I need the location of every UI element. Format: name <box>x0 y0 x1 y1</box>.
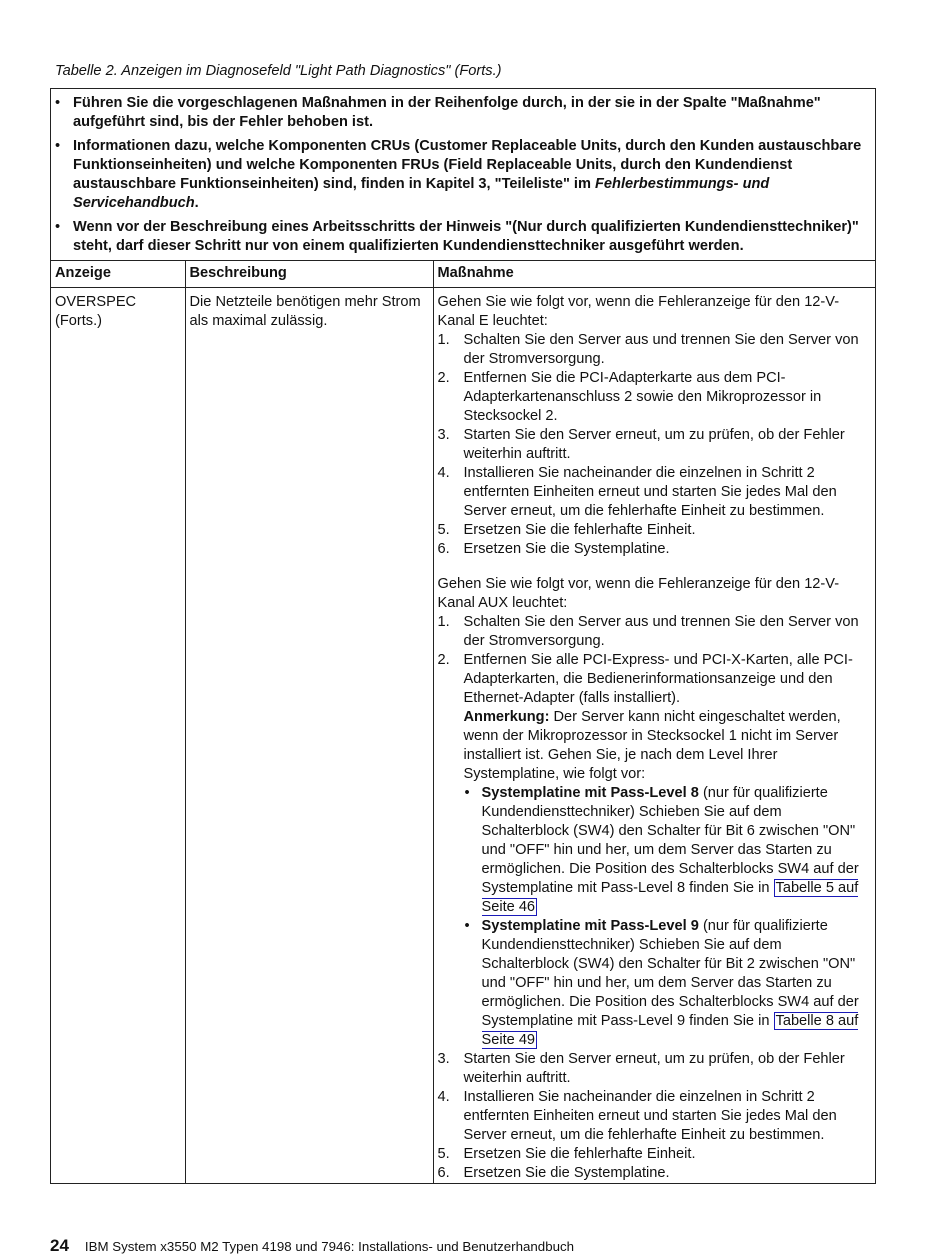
step-number: 5. <box>437 522 450 538</box>
bullet-icon: • <box>55 95 61 111</box>
step-number: 1. <box>437 614 450 630</box>
step-list <box>438 613 872 1183</box>
book-title: Fehlerbestimmungs- und Servicehandbuch <box>73 176 770 211</box>
step-note <box>464 708 872 784</box>
pass-level-list <box>464 784 872 1050</box>
step-number: 4. <box>437 1089 450 1105</box>
page-footer <box>50 1236 574 1257</box>
description-cell: Die Netzteile benötigen mehr Strom als maximal zulässig. <box>185 288 433 1184</box>
step-item <box>438 651 872 1050</box>
link-tabelle-8[interactable]: Tabelle 8 auf Seite 49 <box>481 1013 859 1048</box>
step-text: Starten Sie den Server erneut, um zu prüfen, ob der Fehler weiterhin auftritt. <box>463 1051 845 1086</box>
level-title: Systemplatine mit Pass-Level 8 <box>481 785 699 801</box>
note-body: Der Server kann nicht eingeschaltet werden, wenn der Mikroprozessor in Stecksockel 1 nicht im Server installiert ist. Gehen Sie, je nach dem Level Ihrer Systemplatine, wie folgt vor: <box>463 709 841 782</box>
step-text: Ersetzen Sie die Systemplatine. <box>463 1165 670 1181</box>
level-text: (nur für qualifizierte Kundendiensttechniker) Schieben Sie auf dem Schalterblock (SW4) den Schalter für Bit 6 zwischen "ON" und "OFF" hin und her, um dem Server das Starten zu ermöglichen. Die Position des Schalterblocks SW4 auf der Systemplatine mit Pass-Level 8 finden Sie in <box>481 785 859 896</box>
block-intro: Gehen Sie wie folgt vor, wenn die Fehleranzeige für den 12-V-Kanal E leuchtet: <box>437 294 840 329</box>
step-number: 3. <box>437 1051 450 1067</box>
note-end: . <box>194 195 199 211</box>
action-block-12v-e <box>438 293 872 559</box>
step-text: Schalten Sie den Server aus und trennen Sie den Server von der Stromversorgung. <box>463 614 859 649</box>
step-item <box>438 331 872 369</box>
table-header-row <box>51 261 875 288</box>
step-text: Installieren Sie nacheinander die einzelnen in Schritt 2 entfernten Einheiten erneut und starten Sie jedes Mal den Server erneut, um die fehlerhafte Einheit zu bestimmen. <box>463 1089 837 1143</box>
step-number: 3. <box>437 427 450 443</box>
step-number: 6. <box>437 541 450 557</box>
page-number: 24 <box>50 1236 69 1255</box>
diagnostics-table <box>51 261 875 1183</box>
step-text: Installieren Sie nacheinander die einzelnen in Schritt 2 entfernten Einheiten erneut und starten Sie jedes Mal den Server erneut, um die fehlerhafte Einheit zu bestimmen. <box>463 465 837 519</box>
table-row <box>51 288 875 1184</box>
note-label: Anmerkung: <box>463 709 550 725</box>
bullet-icon: • <box>55 138 61 154</box>
step-text: Ersetzen Sie die Systemplatine. <box>463 541 670 557</box>
header-anzeige: Anzeige <box>51 261 185 288</box>
step-item <box>438 464 872 521</box>
note-text: Führen Sie die vorgeschlagenen Maßnahmen in der Reihenfolge durch, in der sie in der Spalte "Maßnahme" aufgeführt sind, bis der Fehler behoben ist. <box>73 95 821 130</box>
step-number: 1. <box>437 332 450 348</box>
step-item <box>438 521 872 540</box>
pass-level-9-item <box>464 917 872 1050</box>
step-text: Ersetzen Sie die fehlerhafte Einheit. <box>463 1146 696 1162</box>
header-beschreibung: Beschreibung <box>185 261 433 288</box>
action-cell <box>433 288 875 1184</box>
pass-level-8-item <box>464 784 872 917</box>
note-item <box>55 137 867 213</box>
step-number: 2. <box>437 652 450 668</box>
note-item <box>55 94 867 132</box>
step-item <box>438 1050 872 1088</box>
bullet-icon: • <box>55 219 61 235</box>
step-text: Entfernen Sie die PCI-Adapterkarte aus dem PCI-Adapterkartenanschluss 2 sowie den Mikroprozessor in Stecksockel 2. <box>463 370 822 424</box>
table-caption: Tabelle 2. Anzeigen im Diagnosefeld "Light Path Diagnostics" (Forts.) <box>55 63 502 79</box>
note-item <box>55 218 867 256</box>
step-text: Schalten Sie den Server aus und trennen Sie den Server von der Stromversorgung. <box>463 332 859 367</box>
step-text: Starten Sie den Server erneut, um zu prüfen, ob der Fehler weiterhin auftritt. <box>463 427 845 462</box>
diagnostics-table-frame <box>50 88 876 1184</box>
level-text: (nur für qualifizierte Kundendiensttechniker) Schieben Sie auf dem Schalterblock (SW4) den Schalter für Bit 2 zwischen "ON" und "OFF" hin und her, um dem Server das Starten zu ermöglichen. Die Position des Schalterblocks SW4 auf der Systemplatine mit Pass-Level 9 finden Sie in <box>481 918 859 1029</box>
step-number: 2. <box>437 370 450 386</box>
step-text: Entfernen Sie alle PCI-Express- und PCI-X-Karten, alle PCI-Adapterkarten, die Bedienerinformationsanzeige und den Ethernet-Adapter (falls installiert). <box>463 652 853 706</box>
link-tabelle-5[interactable]: Tabelle 5 auf Seite 46 <box>481 880 859 915</box>
bullet-icon: • <box>464 785 470 801</box>
step-item <box>438 1145 872 1164</box>
step-number: 4. <box>437 465 450 481</box>
bullet-icon: • <box>464 918 470 934</box>
step-item <box>438 369 872 426</box>
step-list <box>438 331 872 559</box>
step-item <box>438 1088 872 1145</box>
note-text: Informationen dazu, welche Komponenten CRUs (Customer Replaceable Units, durch den Kunden austauschbare Funktionseinheiten) und welche Komponenten FRUs (Field Replaceable Units, durch den Kundendienst austauschbare Funktionseinheiten) sind, finden in Kapitel 3, "Teileliste" im <box>73 138 862 192</box>
step-number: 6. <box>437 1165 450 1181</box>
step-text: Ersetzen Sie die fehlerhafte Einheit. <box>463 522 696 538</box>
step-item <box>438 613 872 651</box>
action-block-12v-aux <box>438 575 872 1183</box>
level-title: Systemplatine mit Pass-Level 9 <box>481 918 699 934</box>
indicator-cell: OVERSPEC (Forts.) <box>55 294 137 329</box>
table-notes <box>51 89 875 261</box>
block-intro: Gehen Sie wie folgt vor, wenn die Fehleranzeige für den 12-V-Kanal AUX leuchtet: <box>437 576 840 611</box>
header-massnahme: Maßnahme <box>433 261 875 288</box>
step-number: 5. <box>437 1146 450 1162</box>
step-item <box>438 1164 872 1183</box>
step-item <box>438 426 872 464</box>
step-item <box>438 540 872 559</box>
footer-title: IBM System x3550 M2 Typen 4198 und 7946: Installations- und Benutzerhandbuch <box>84 1239 575 1254</box>
note-text: Wenn vor der Beschreibung eines Arbeitsschritts der Hinweis "(Nur durch qualifizierten Kundendiensttechniker)" steht, darf dieser Schritt nur von einem qualifizierten Kundendiensttechniker ausgeführt werden. <box>73 219 859 254</box>
